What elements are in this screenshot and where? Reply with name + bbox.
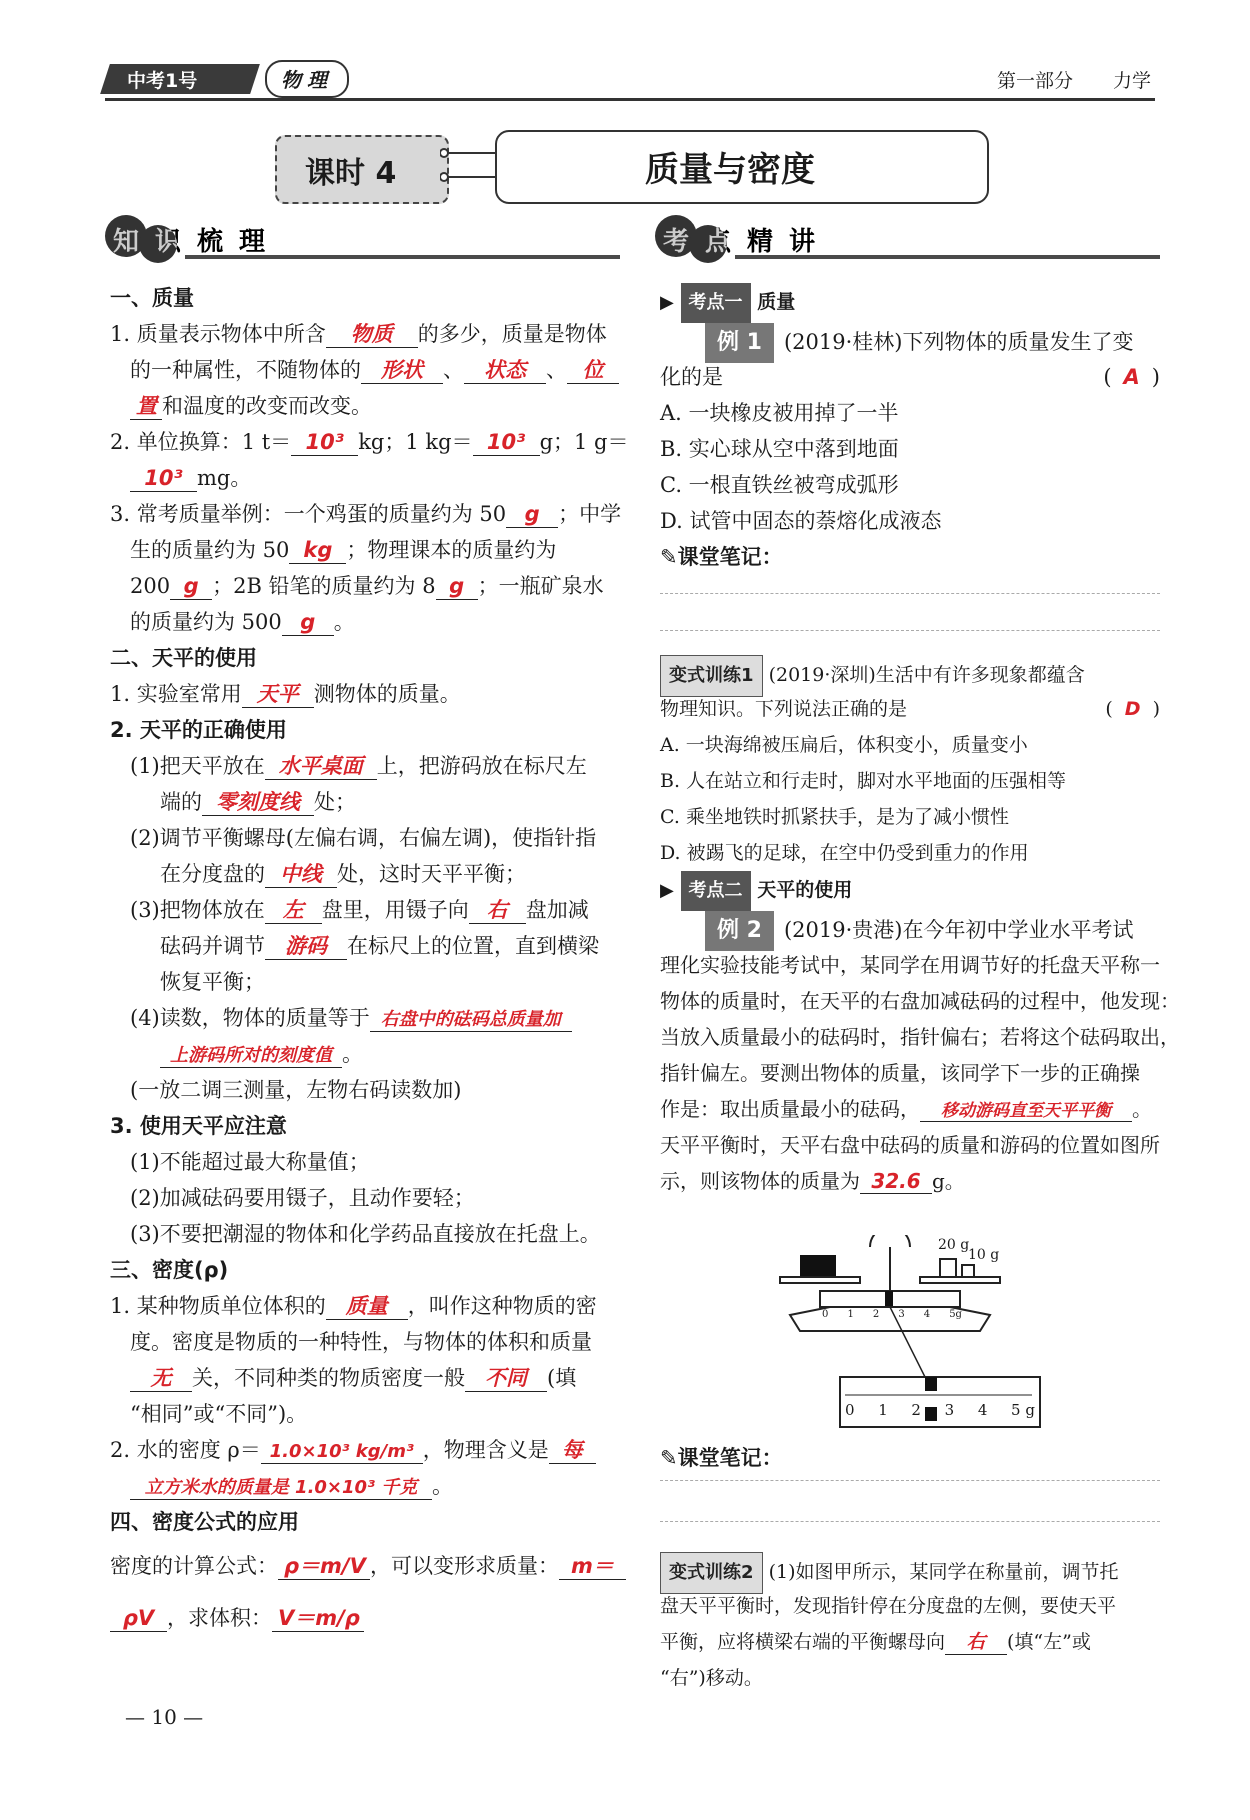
ex1-line2: 化的是 ( A ) xyxy=(660,365,1160,389)
kp1-tag: 考点一 xyxy=(681,283,751,323)
brand-label: 中考1号 xyxy=(127,70,198,92)
answer-blank: 每 xyxy=(549,1438,596,1464)
t1-line: 1. 实验室常用 天平 测物体的质量。 xyxy=(110,676,620,712)
ex2-line6: 作是：取出质量最小的砝码， 移动游码直至天平平衡 。 xyxy=(660,1097,1152,1121)
balance-figure xyxy=(770,1235,1060,1435)
answer-blank: 10³ xyxy=(291,430,358,456)
pen-icon: ✎ xyxy=(660,545,678,569)
page-number: — 10 — xyxy=(125,1705,204,1729)
p3-line2: 砝码并调节 游码 在标尺上的位置，直到横梁 xyxy=(110,928,620,964)
ex2-line7: 天平平衡时，天平右盘中砝码的质量和游码的位置如图所 xyxy=(660,1133,1160,1157)
pointer-icon: ▶ xyxy=(660,292,674,313)
v1-tag: 变式训练1 xyxy=(660,655,763,697)
answer-blank: 零刻度线 xyxy=(202,790,314,816)
answer-blank: 右 xyxy=(945,1631,1007,1655)
kp2-row xyxy=(660,871,1160,907)
answer-blank: 左 xyxy=(265,898,322,924)
pointer-icon: ▶ xyxy=(660,880,674,901)
answer-blank: 天平 xyxy=(242,682,314,708)
answer-blank: g xyxy=(436,574,478,600)
note-line xyxy=(660,1521,1160,1522)
answer-blank: 位 xyxy=(567,358,619,384)
part-label: 第一部分 xyxy=(997,70,1074,92)
note-line xyxy=(660,630,1160,631)
f1-line2: ρV ，求体积： V＝m/ρ xyxy=(110,1592,620,1644)
v1-line2: 物理知识。下列说法正确的是 ( D ) xyxy=(660,698,1160,720)
v1-option-c: C. 乘坐地铁时抓紧扶手，是为了减小惯性 xyxy=(660,806,1009,828)
ex2-line5: 指针偏左。要测出物体的质量，该同学下一步的正确操 xyxy=(660,1061,1140,1085)
p2-line2: 在分度盘的 中线 处，这时天平平衡； xyxy=(110,856,620,892)
answer-blank: 移动游码直至天平平衡 xyxy=(920,1101,1132,1122)
q1-line2: 的一种属性，不随物体的 形状 、 状态 、 位 xyxy=(110,352,620,388)
ex2-line2: 理化实验技能考试中，某同学在用调节好的托盘天平称一 xyxy=(660,953,1160,977)
answer-blank: 水平桌面 xyxy=(265,754,377,780)
d2-line2: 立方米水的质量是 1.0×10³ 千克 。 xyxy=(110,1468,620,1504)
large-scale-labels: 0 1 2 3 4 5 g xyxy=(845,1401,1035,1419)
section-balance: 二、天平的使用 xyxy=(110,646,257,670)
note-2: (2)加减砝码要用镊子，且动作要轻； xyxy=(130,1186,475,1210)
answer-blank: 32.6 xyxy=(860,1169,932,1194)
v2-line1: 变式训练2 (1)如图甲所示，某同学在称量前，调节托 xyxy=(660,1552,1160,1588)
left-column xyxy=(110,280,629,1644)
ex2-line3: 物体的质量时，在天平的右盘加减砝码的过程中，他发现： xyxy=(660,989,1180,1013)
p2-line1: (2)调节平衡螺母(左偏右调，右偏左调)，使指针指 xyxy=(130,826,597,850)
v1-line1: 变式训练1 (2019·深圳)生活中有许多现象都蕴含 xyxy=(660,655,1160,691)
t3-heading: 3. 使用天平应注意 xyxy=(110,1114,287,1138)
v1-option-a: A. 一块海绵被压扁后，体积变小，质量变小 xyxy=(660,734,1028,756)
answer-blank: 置 xyxy=(130,394,162,420)
header-rule xyxy=(105,98,1155,101)
ex1-answer: A xyxy=(1123,365,1140,389)
d1-line1: 1. 某种物质单位体积的 质量 ，叫作这种物质的密 xyxy=(110,1288,620,1324)
answer-blank: 10³ xyxy=(130,466,197,492)
weight-label-20g: 20 g xyxy=(938,1237,970,1253)
q1-line3: 置 和温度的改变而改变。 xyxy=(110,388,620,424)
right-column-bottom xyxy=(660,1440,1160,1696)
p3-line3: 恢复平衡； xyxy=(160,970,265,994)
left-section-band xyxy=(105,215,620,265)
answer-blank: 游码 xyxy=(265,934,347,960)
kp2-tag: 考点二 xyxy=(681,871,751,911)
answer-blank: 形状 xyxy=(361,358,443,384)
q3-line2: 生的质量约为 50 kg ；物理课本的质量约为 xyxy=(110,532,620,568)
kp1-title: 质量 xyxy=(757,291,796,313)
t2-heading: 2. 天平的正确使用 xyxy=(110,718,287,742)
v1-option-d: D. 被踢飞的足球，在空中仍受到重力的作用 xyxy=(660,842,1029,864)
note-label: ✎课堂笔记： xyxy=(660,1446,783,1470)
small-scale-labels: 0 1 2 3 4 5g xyxy=(822,1309,962,1320)
q3-line4: 的质量约为 500 g 。 xyxy=(110,604,620,640)
ex1-option-b: B. 实心球从空中落到地面 xyxy=(660,437,899,461)
right-column xyxy=(660,283,1180,1199)
answer-blank: 10³ xyxy=(473,430,540,456)
answer-blank: 1.0×10³ kg/m³ xyxy=(261,1441,423,1464)
p5-line: (一放二调三测量，左物右码读数加) xyxy=(130,1078,462,1102)
v1-answer: D xyxy=(1124,698,1141,720)
right-section-band xyxy=(655,215,1160,265)
d1-line4: “相同”或“不同”)。 xyxy=(130,1402,308,1426)
answer-blank: 质量 xyxy=(326,1294,408,1320)
lesson-title: 质量与密度 xyxy=(645,150,815,190)
p1-line2: 端的 零刻度线 处； xyxy=(110,784,620,820)
section-mass: 一、质量 xyxy=(110,286,194,310)
answer-blank: 物质 xyxy=(326,322,418,348)
answer-blank: 右 xyxy=(469,898,526,924)
answer-blank: g xyxy=(506,502,558,528)
note-1: (1)不能超过最大称量值； xyxy=(130,1150,370,1174)
ex1-line1: 例 1 (2019·桂林)下列物体的质量发生了变 xyxy=(660,323,1160,359)
note-label: ✎课堂笔记： xyxy=(660,545,783,569)
part-topic: 力学 xyxy=(1113,70,1152,92)
answer-blank: g xyxy=(170,574,212,600)
answer-blank: 状态 xyxy=(464,358,546,384)
answer-blank: ρV xyxy=(110,1606,167,1632)
p3-line1: (3)把物体放在 左 盘里，用镊子向 右 盘加减 xyxy=(110,892,620,928)
lesson-number: 课时 4 xyxy=(305,156,397,191)
answer-blank: 立方米水的质量是 1.0×10³ 千克 xyxy=(130,1477,432,1500)
v1-option-b: B. 人在站立和行走时，脚对水平地面的压强相等 xyxy=(660,770,1067,792)
right-section-title: 考点精讲 xyxy=(663,227,832,257)
note-line xyxy=(660,1480,1160,1481)
section-density: 三、密度(ρ) xyxy=(110,1258,229,1282)
p1-line1: (1)把天平放在 水平桌面 上，把游码放在标尺左 xyxy=(110,748,620,784)
q1-line1: 1. 质量表示物体中所含 物质 的多少，质量是物体 xyxy=(110,316,620,352)
answer-blank: 上游码所对的刻度值 xyxy=(160,1045,342,1068)
f1-line1: 密度的计算公式： ρ＝m/V ，可以变形求质量： m＝ xyxy=(110,1540,620,1592)
ex2-line4: 当放入质量最小的砝码时，指针偏右；若将这个砝码取出， xyxy=(660,1025,1180,1049)
answer-blank: 不同 xyxy=(465,1366,547,1392)
d1-line2: 度。密度是物质的一种特性，与物体的体积和质量 xyxy=(130,1330,592,1354)
ex2-line1: 例 2 (2019·贵港)在今年初中学业水平考试 xyxy=(660,911,1160,947)
note-3: (3)不要把潮湿的物体和化学药品直接放在托盘上。 xyxy=(130,1222,601,1246)
header-bar xyxy=(105,58,1155,98)
p4-line2: 上游码所对的刻度值 。 xyxy=(110,1036,620,1072)
p4-line1: (4)读数，物体的质量等于 右盘中的砝码总质量加 xyxy=(110,1000,620,1036)
q3-line3: 200 g ；2B 铅笔的质量约为 8 g ；一瓶矿泉水 xyxy=(110,568,620,604)
weight-label-10g: 10 g xyxy=(968,1247,1000,1263)
answer-blank: 中线 xyxy=(265,862,337,888)
v2-line3: 平衡，应将横梁右端的平衡螺母向 右 (填“左”或 xyxy=(660,1631,1091,1653)
answer-blank: 无 xyxy=(130,1366,192,1392)
d1-line3: 无 关，不同种类的物质密度一般 不同 (填 xyxy=(110,1360,620,1396)
kp1-row xyxy=(660,283,1160,319)
example-badge: 例 1 xyxy=(705,323,774,363)
answer-blank: V＝m/ρ xyxy=(272,1606,364,1632)
ex1-option-a: A. 一块橡皮被用掉了一半 xyxy=(660,401,899,425)
subject-label: 物理 xyxy=(281,68,333,92)
v2-line2: 盘天平平衡时，发现指针停在分度盘的左侧，要使天平 xyxy=(660,1595,1117,1617)
answer-blank: ρ＝m/V xyxy=(278,1554,370,1580)
q3-line1: 3. 常考质量举例：一个鸡蛋的质量约为 50 g ；中学 xyxy=(110,496,620,532)
v2-line4: “右”)移动。 xyxy=(660,1667,763,1689)
answer-blank: g xyxy=(282,610,334,636)
pen-icon: ✎ xyxy=(660,1446,678,1470)
example-badge: 例 2 xyxy=(705,911,774,951)
ex2-line8: 示，则该物体的质量为 32.6 g。 xyxy=(660,1169,965,1193)
section-formula: 四、密度公式的应用 xyxy=(110,1510,299,1534)
answer-blank: m＝ xyxy=(559,1554,626,1580)
q2-line2: 10³ mg。 xyxy=(110,460,620,496)
q2-line1: 2. 单位换算：1 t＝ 10³ kg；1 kg＝ 10³ g；1 g＝ xyxy=(110,424,620,460)
answer-blank: 右盘中的砝码总质量加 xyxy=(370,1009,572,1032)
v2-tag: 变式训练2 xyxy=(660,1552,763,1594)
left-section-title: 知识梳理 xyxy=(113,227,282,257)
d2-line1: 2. 水的密度 ρ＝ 1.0×10³ kg/m³ ，物理含义是 每 xyxy=(110,1432,620,1468)
kp2-title: 天平的使用 xyxy=(757,879,853,901)
ex1-option-c: C. 一根直铁丝被弯成弧形 xyxy=(660,473,899,497)
note-line xyxy=(660,593,1160,594)
answer-blank: kg xyxy=(289,538,346,564)
ex1-option-d: D. 试管中固态的萘熔化成液态 xyxy=(660,509,942,533)
